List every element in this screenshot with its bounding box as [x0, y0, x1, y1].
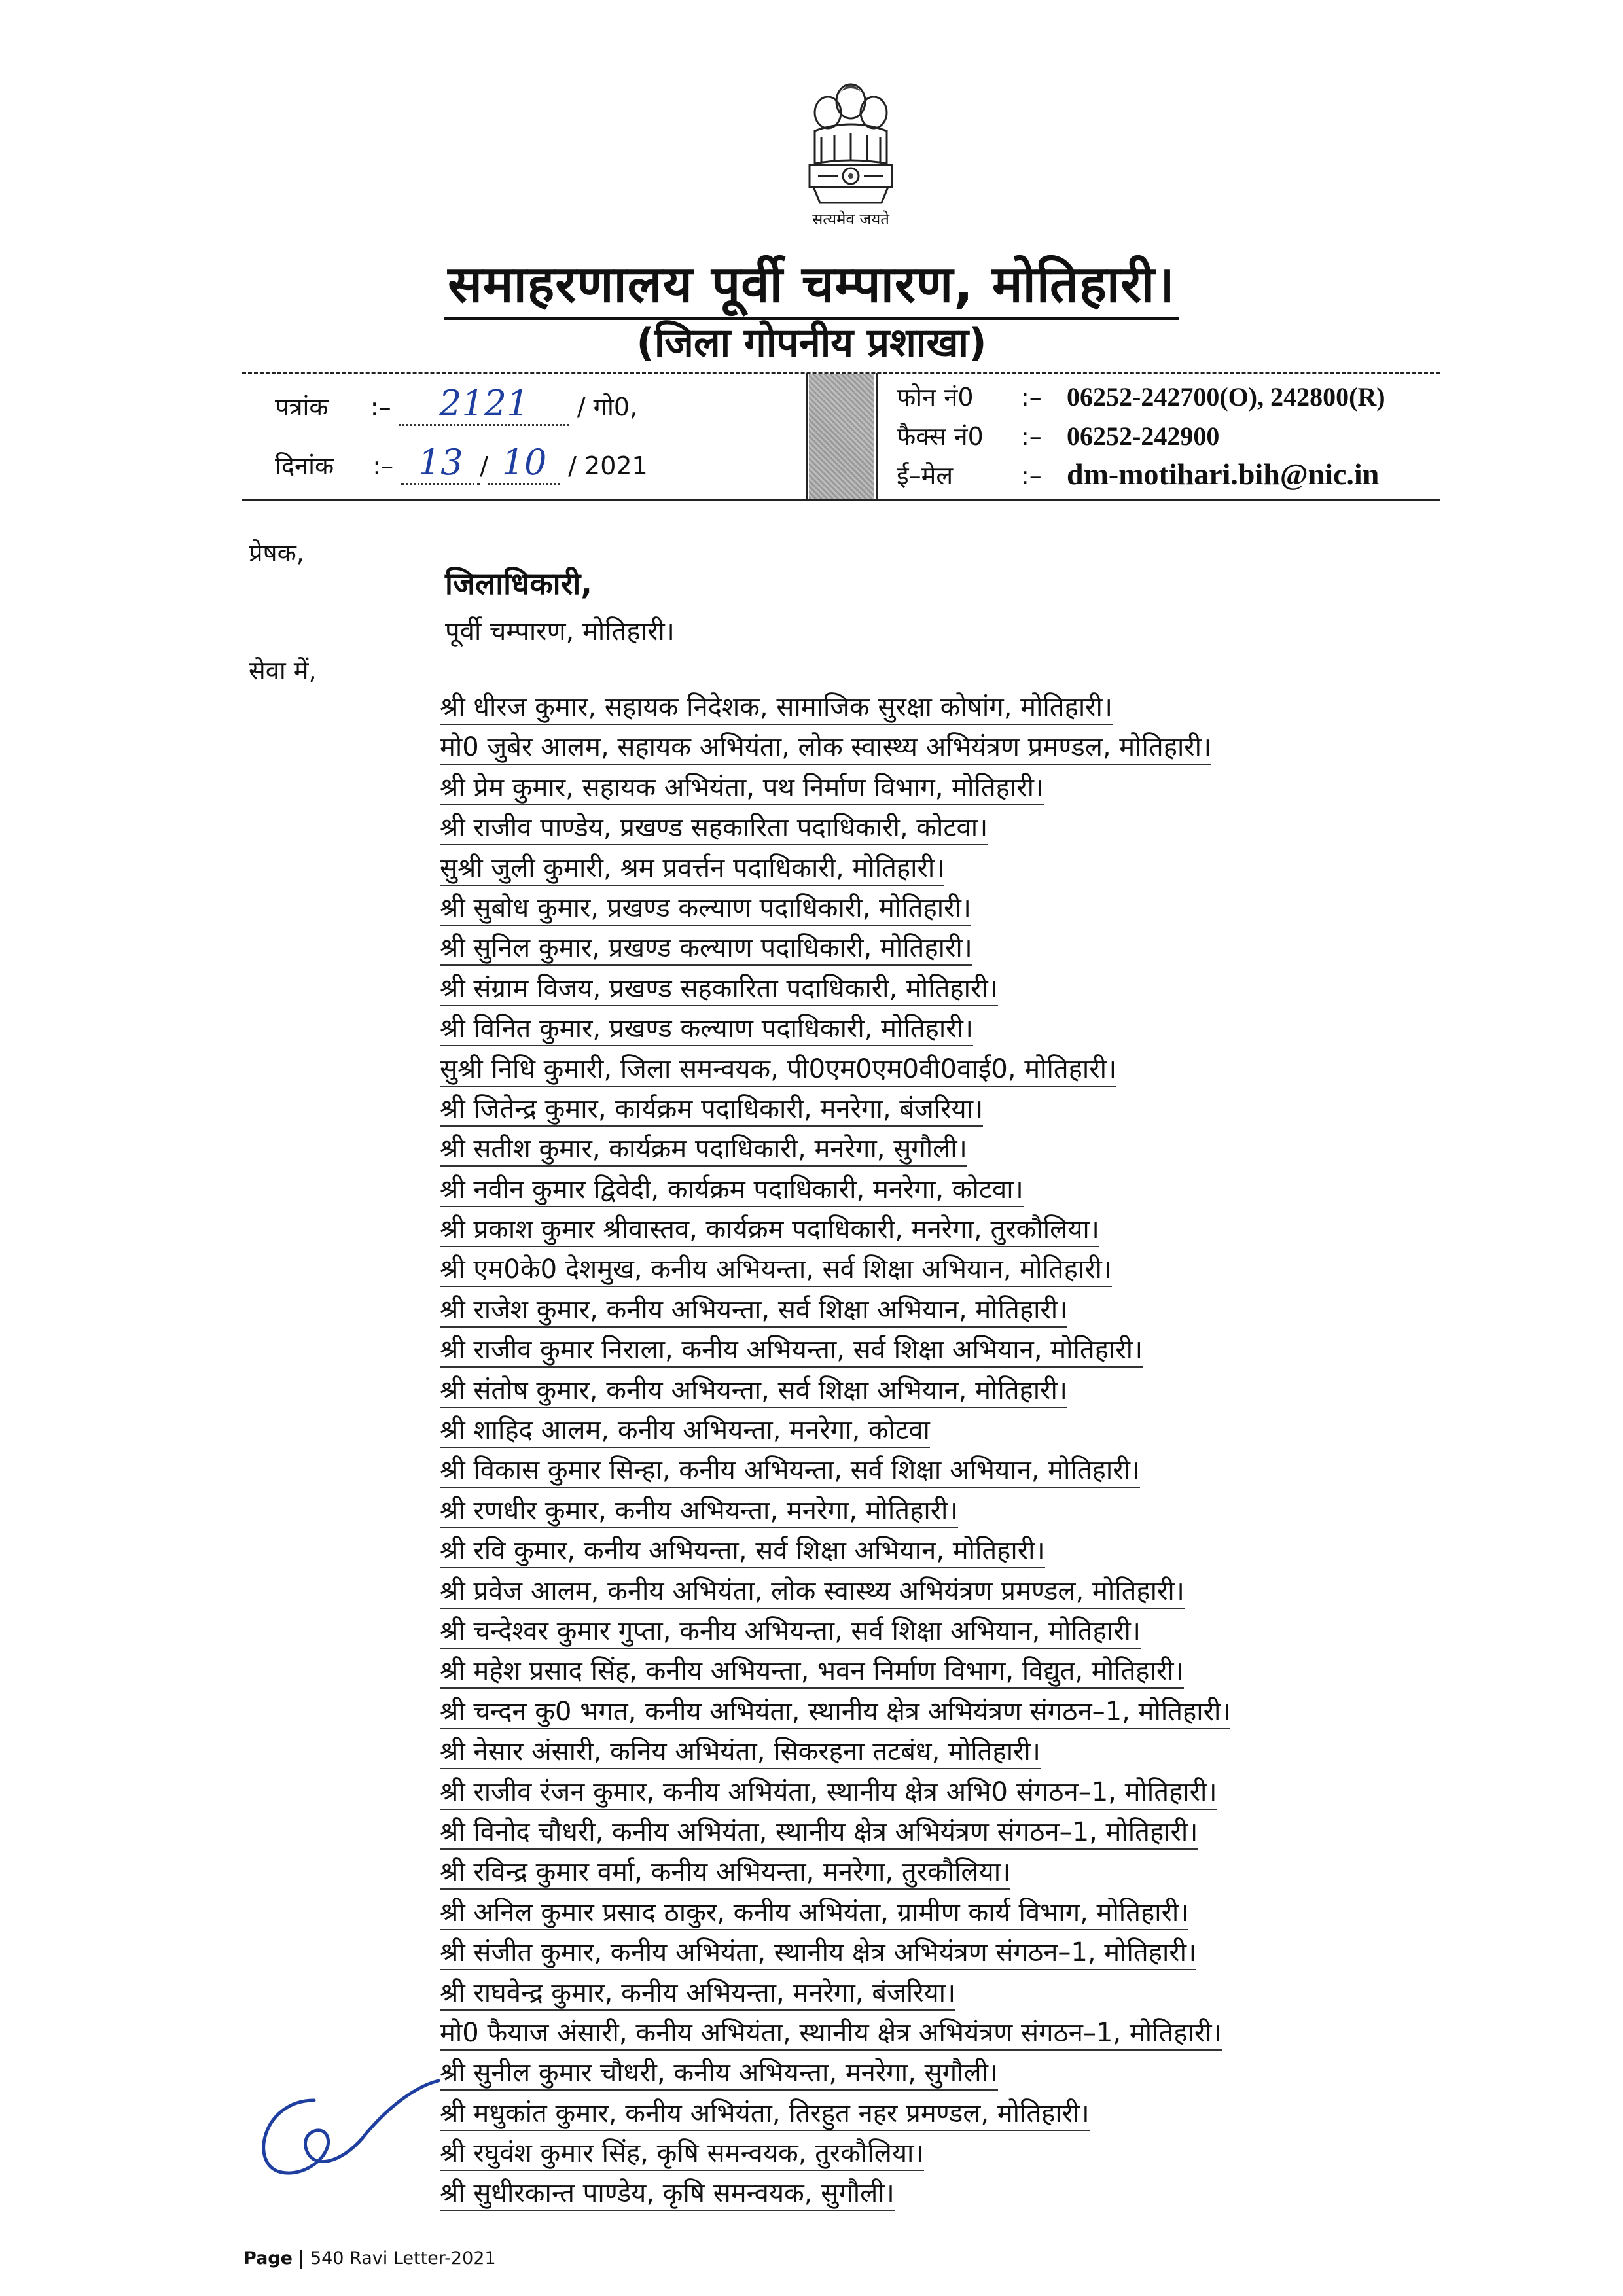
recipient-item — [440, 2096, 1230, 2136]
recipient-item — [440, 931, 1230, 971]
letter-number-separator: :– — [370, 393, 391, 421]
recipient-text: श्री चन्देश्वर कुमार गुप्ता, कनीय अभियन्ता, सर्व शिक्षा अभियान, मोतिहारी। — [440, 1616, 1141, 1649]
recipient-text: श्री सुनिल कुमार, प्रखण्ड कल्याण पदाधिकारी, मोतिहारी। — [440, 933, 972, 966]
recipient-item — [440, 1132, 1230, 1172]
recipient-item — [440, 1775, 1230, 1815]
recipient-text: श्री संतोष कुमार, कनीय अभियन्ता, सर्व शिक्षा अभियान, मोतिहारी। — [440, 1375, 1067, 1408]
recipient-item — [440, 1212, 1230, 1252]
sender-title: जिलाधिकारी, — [445, 566, 592, 601]
recipient-item — [440, 851, 1230, 891]
recipient-text: श्री सुनील कुमार चौधरी, कनीय अभियन्ता, मनरेगा, सुगौली। — [440, 2058, 998, 2091]
recipient-text: श्री सुबोध कुमार, प्रखण्ड कल्याण पदाधिकारी, मोतिहारी। — [440, 893, 971, 926]
footer-page-label: Page — [243, 2248, 293, 2269]
recipient-item — [440, 1855, 1230, 1895]
recipient-text: श्री सुधीरकान्त पाण्डेय, कृषि समन्वयक, सुगौली। — [440, 2178, 895, 2211]
recipient-item — [440, 1574, 1230, 1614]
letter-number-row — [275, 383, 637, 426]
recipient-item — [440, 1494, 1230, 1534]
recipient-item — [440, 1373, 1230, 1413]
recipient-item — [440, 1293, 1230, 1333]
recipient-text: श्री राजीव कुमार निराला, कनीय अभियन्ता, सर्व शिक्षा अभियान, मोतिहारी। — [440, 1335, 1143, 1368]
recipient-text: श्री महेश प्रसाद सिंह, कनीय अभियन्ता, भवन निर्माण विभाग, विद्युत, मोतिहारी। — [440, 1656, 1184, 1689]
recipient-text: मो0 जुबेर आलम, सहायक अभियंता, लोक स्वास्थ्य अभियंत्रण प्रमण्डल, मोतिहारी। — [440, 732, 1211, 765]
recipient-item — [440, 2016, 1230, 2056]
recipient-item — [440, 2056, 1230, 2096]
recipient-item — [440, 1976, 1230, 2016]
recipient-text: श्री विनित कुमार, प्रखण्ड कल्याण पदाधिकारी, मोतिहारी। — [440, 1014, 973, 1046]
recipient-text: श्री राजेश कुमार, कनीय अभियन्ता, सर्व शिक्षा अभियान, मोतिहारी। — [440, 1295, 1067, 1328]
recipient-item — [440, 1092, 1230, 1132]
recipient-text: श्री नेसार अंसारी, कनिय अभियंता, सिकरहना तटबंध, मोतिहारी। — [440, 1737, 1041, 1769]
recipient-text: श्री मधुकांत कुमार, कनीय अभियंता, तिरहुत नहर प्रमण्डल, मोतिहारी। — [440, 2098, 1090, 2131]
recipient-item — [440, 1896, 1230, 1935]
recipient-item — [440, 1413, 1230, 1453]
fax-label: फैक्स नं0 — [897, 422, 984, 451]
recipient-text: श्री संग्राम विजय, प्रखण्ड सहकारिता पदाधिकारी, मोतिहारी। — [440, 974, 998, 1006]
recipient-item — [440, 1654, 1230, 1694]
recipient-text: श्री विनोद चौधरी, कनीय अभियंता, स्थानीय क्षेत्र अभियंत्रण संगठन–1, मोतिहारी। — [440, 1817, 1198, 1850]
email-value: dm-motihari.bih@nic.in — [1067, 457, 1380, 491]
recipient-item — [440, 1614, 1230, 1654]
date-label: दिनांक — [275, 451, 334, 480]
letter-number-value: 2121 — [438, 383, 529, 424]
office-subtitle: (जिला गोपनीय प्रशाखा) — [636, 320, 987, 366]
recipient-text: श्री रवि कुमार, कनीय अभियन्ता, सर्व शिक्षा अभियान, मोतिहारी। — [440, 1536, 1045, 1568]
recipient-text: श्री राजीव पाण्डेय, प्रखण्ड सहकारिता पदाधिकारी, कोटवा। — [440, 813, 988, 845]
header-top-rule — [242, 372, 1440, 374]
recipient-item — [440, 1815, 1230, 1855]
recipient-text: श्री राजीव रंजन कुमार, कनीय अभियंता, स्थानीय क्षेत्र अभि0 संगठन–1, मोतिहारी। — [440, 1777, 1217, 1810]
recipient-text: श्री सतीश कुमार, कार्यक्रम पदाधिकारी, मनरेगा, सुगौली। — [440, 1134, 967, 1167]
date-year: / 2021 — [568, 451, 648, 480]
letter-number-label: पत्रांक — [275, 393, 329, 421]
recipient-text: सुश्री जुली कुमारी, श्रम प्रवर्त्तन पदाधिकारी, मोतिहारी। — [440, 853, 944, 886]
page-footer — [243, 2248, 496, 2269]
fax-value: 06252-242900 — [1067, 421, 1220, 451]
recipient-item — [440, 1534, 1230, 1574]
header-shaded-box — [809, 374, 874, 499]
recipient-list — [440, 690, 1230, 2217]
recipient-text: मो0 फैयाज अंसारी, कनीय अभियंता, स्थानीय क्षेत्र अभियंत्रण संगठन–1, मोतिहारी। — [440, 2018, 1222, 2051]
recipient-text: श्री शाहिद आलम, कनीय अभियन्ता, मनरेगा, कोटवा — [440, 1415, 930, 1448]
recipient-text: श्री विकास कुमार सिन्हा, कनीय अभियन्ता, सर्व शिक्षा अभियान, मोतिहारी। — [440, 1455, 1140, 1488]
recipient-item — [440, 2176, 1230, 2216]
header-divider-right — [876, 373, 878, 499]
recipient-text: श्री रघुवंश कुमार सिंह, कृषि समन्वयक, तुरकौलिया। — [440, 2138, 924, 2171]
phone-label: फोन नं0 — [897, 383, 974, 412]
recipient-text: श्री रणधीर कुमार, कनीय अभियन्ता, मनरेगा, मोतिहारी। — [440, 1496, 958, 1528]
recipient-text: श्री प्रेम कुमार, सहायक अभियंता, पथ निर्माण विभाग, मोतिहारी। — [440, 773, 1044, 805]
recipient-item — [440, 811, 1230, 851]
date-month: 10 — [501, 442, 547, 483]
date-row: दिनांक :– 13 / 10 / 2021 — [275, 442, 648, 485]
date-day: 13 — [418, 442, 463, 483]
recipient-item — [440, 771, 1230, 811]
recipient-text: सुश्री निधि कुमारी, जिला समन्वयक, पी0एम0एम0वी0वाई0, मोतिहारी। — [440, 1054, 1116, 1087]
letter-number-suffix: / गो0, — [577, 393, 638, 421]
recipient-text: श्री जितेन्द्र कुमार, कार्यक्रम पदाधिकारी, मनरेगा, बंजरिया। — [440, 1094, 983, 1127]
recipient-text: श्री नवीन कुमार द्विवेदी, कार्यक्रम पदाधिकारी, मनरेगा, कोटवा। — [440, 1174, 1024, 1207]
recipient-text: श्री एम0के0 देशमुख, कनीय अभियन्ता, सर्व शिक्षा अभियान, मोतिहारी। — [440, 1254, 1112, 1287]
recipient-text: श्री प्रकाश कुमार श्रीवास्तव, कार्यक्रम पदाधिकारी, मनरेगा, तुरकौलिया। — [440, 1214, 1099, 1247]
phone-value: 06252-242700(O), 242800(R) — [1067, 382, 1385, 412]
recipient-text: श्री धीरज कुमार, सहायक निदेशक, सामाजिक सुरक्षा कोषांग, मोतिहारी। — [440, 692, 1113, 725]
phone-row: फोन नं0 :– 06252-242700(O), 242800(R) — [897, 380, 1385, 414]
recipient-item — [440, 1695, 1230, 1735]
recipient-text: श्री चन्दन कु0 भगत, कनीय अभियंता, स्थानीय क्षेत्र अभियंत्रण संगठन–1, मोतिहारी। — [440, 1697, 1230, 1729]
recipient-item — [440, 972, 1230, 1012]
recipient-text: श्री रविन्द्र कुमार वर्मा, कनीय अभियन्ता, मनरेगा, तुरकौलिया। — [440, 1857, 1010, 1890]
recipient-item — [440, 1453, 1230, 1493]
recipient-item — [440, 690, 1230, 730]
recipient-item — [440, 2136, 1230, 2176]
recipient-item — [440, 1052, 1230, 1092]
office-title: समाहरणालय पूर्वी चम्पारण, मोतिहारी। — [0, 247, 1623, 317]
fax-row: फैक्स नं0 :– 06252-242900 — [897, 419, 1219, 453]
header-bottom-rule — [242, 499, 1440, 501]
sender-place: पूर्वी चम्पारण, मोतिहारी। — [445, 616, 675, 646]
date-separator: :– — [372, 451, 394, 480]
recipient-item — [440, 1735, 1230, 1775]
emblem-motto: सत्यमेव जयते — [812, 210, 889, 228]
email-row: ई–मेल :– dm-motihari.bih@nic.in — [897, 457, 1380, 491]
recipient-item — [440, 1012, 1230, 1051]
recipient-text: श्री संजीत कुमार, कनीय अभियंता, स्थानीय क्षेत्र अभियंत्रण संगठन–1, मोतिहारी। — [440, 1937, 1196, 1970]
recipient-item — [440, 1252, 1230, 1292]
header-divider-left — [806, 373, 808, 499]
recipient-text: श्री राघवेन्द्र कुमार, कनीय अभियन्ता, मनरेगा, बंजरिया। — [440, 1978, 955, 2011]
recipient-item — [440, 891, 1230, 931]
sender-label: प्रेषक, — [249, 539, 304, 567]
email-label: ई–मेल — [897, 461, 954, 490]
to-label: सेवा में, — [249, 656, 317, 685]
recipient-item — [440, 1935, 1230, 1975]
recipient-text: श्री अनिल कुमार प्रसाद ठाकुर, कनीय अभियंता, ग्रामीण कार्य विभाग, मोतिहारी। — [440, 1898, 1188, 1930]
recipient-text: श्री प्रवेज आलम, कनीय अभियंता, लोक स्वास्थ्य अभियंत्रण प्रमण्डल, मोतिहारी। — [440, 1576, 1185, 1609]
signature-icon — [236, 2074, 445, 2185]
recipient-item — [440, 1333, 1230, 1373]
recipient-item — [440, 730, 1230, 770]
recipient-item — [440, 1173, 1230, 1212]
footer-note: 540 Ravi Letter-2021 — [310, 2248, 496, 2269]
